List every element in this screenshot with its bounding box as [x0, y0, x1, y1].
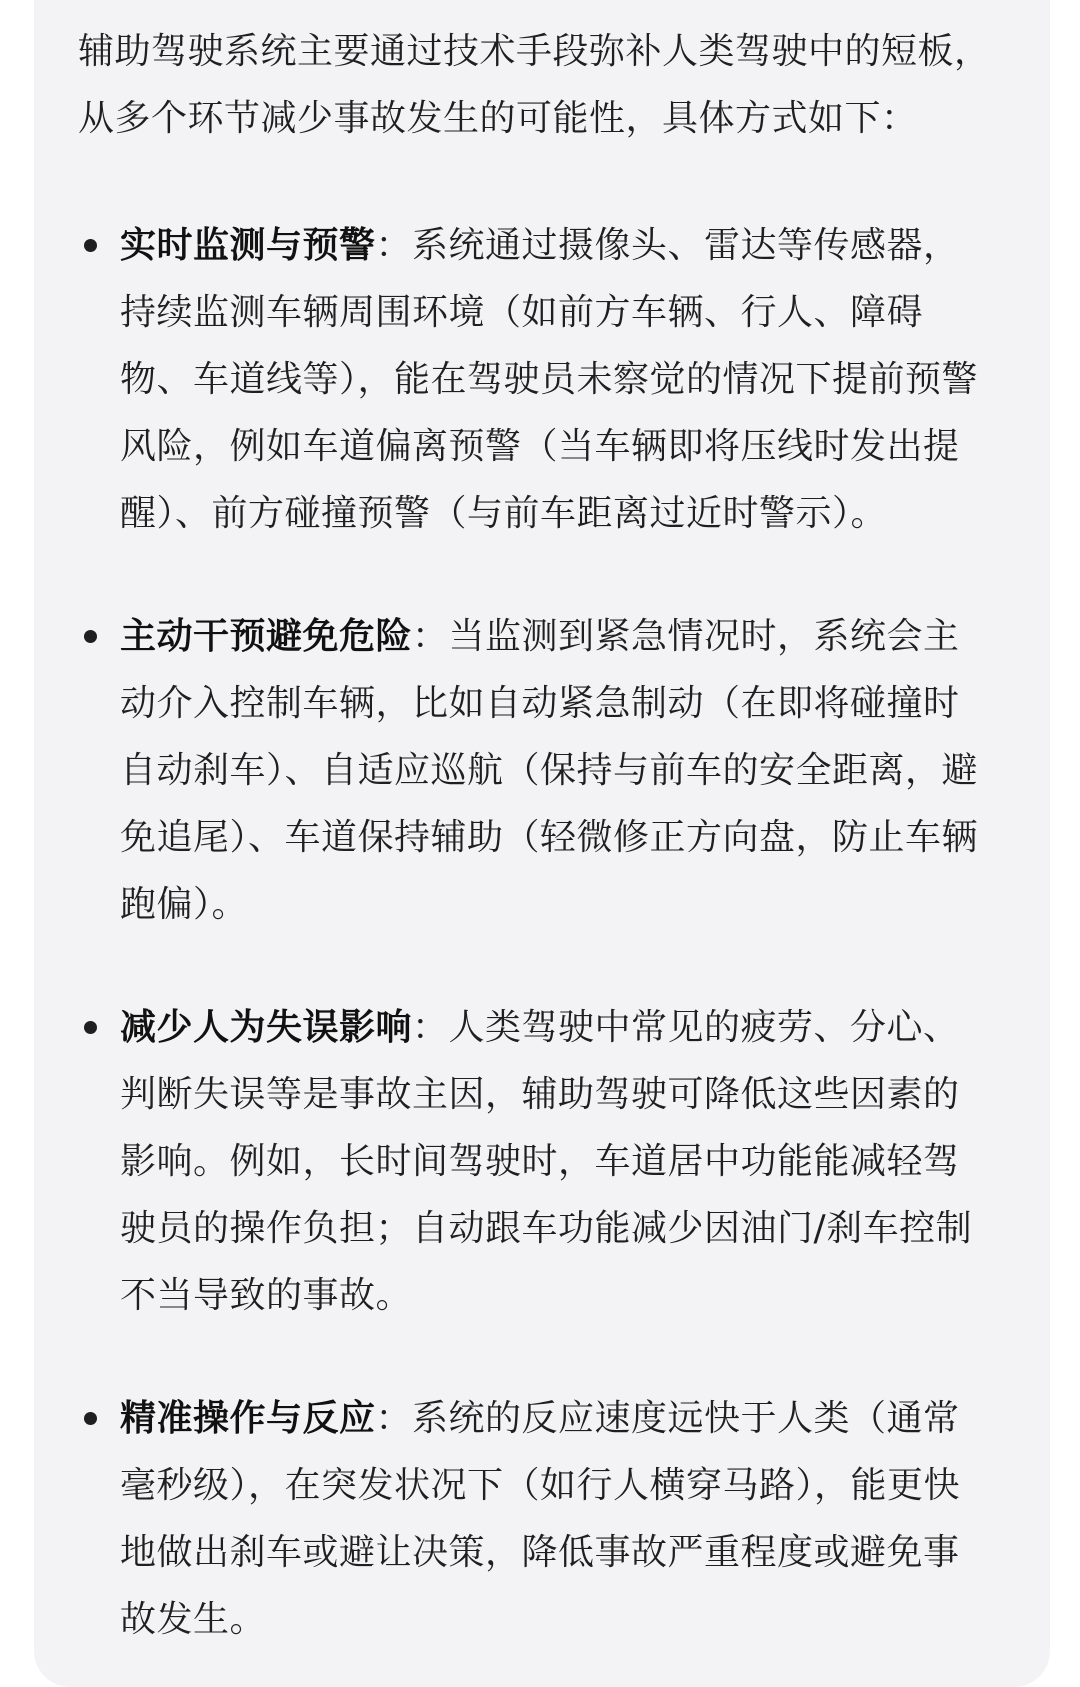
point-text: 人类驾驶中常见的疲劳、分心、判断失误等是事故主因，辅助驾驶可降低这些因素的影响。例如，长时间驾驶时，车道居中功能能减轻驾驶员的操作负担；自动跟车功能减少因油门/刹车控制不当导致的事故。	[120, 1007, 973, 1316]
list-item	[78, 1385, 994, 1653]
point-title: 减少人为失误影响	[120, 1007, 413, 1048]
bullet-list	[78, 212, 994, 1653]
point-text: 当监测到紧急情况时，系统会主动介入控制车辆，比如自动紧急制动（在即将碰撞时自动刹车）、自适应巡航（保持与前车的安全距离，避免追尾）、车道保持辅助（轻微修正方向盘，防止车辆跑偏）。	[120, 616, 979, 925]
point-title: 精准操作与反应	[120, 1398, 376, 1439]
message-intro: 辅助驾驶系统主要通过技术手段弥补人类驾驶中的短板，从多个环节减少事故发生的可能性，具体方式如下：	[78, 31, 991, 139]
bullet-dot-icon	[84, 630, 97, 643]
point-title: 主动干预避免危险	[120, 616, 413, 657]
chat-message-bubble	[34, 0, 1050, 1687]
bullet-dot-icon	[84, 239, 97, 252]
list-item	[78, 603, 994, 938]
list-item	[78, 994, 994, 1329]
bullet-dot-icon	[84, 1412, 97, 1425]
list-item	[78, 212, 994, 547]
point-title: 实时监测与预警	[120, 225, 376, 266]
point-separator: ：	[375, 1398, 413, 1439]
point-separator: ：	[375, 225, 413, 266]
point-text: 系统的反应速度远快于人类（通常毫秒级），在突发状况下（如行人横穿马路），能更快地做出刹车或避让决策，降低事故严重程度或避免事故发生。	[120, 1398, 961, 1640]
point-text: 系统通过摄像头、雷达等传感器，持续监测车辆周围环境（如前方车辆、行人、障碍物、车道线等），能在驾驶员未察觉的情况下提前预警风险，例如车道偏离预警（当车辆即将压线时发出提醒）、前方碰撞预警（与前车距离过近时警示）。	[120, 225, 979, 534]
bullet-dot-icon	[84, 1021, 97, 1034]
point-separator: ：	[412, 1007, 449, 1048]
point-separator: ：	[412, 616, 449, 657]
